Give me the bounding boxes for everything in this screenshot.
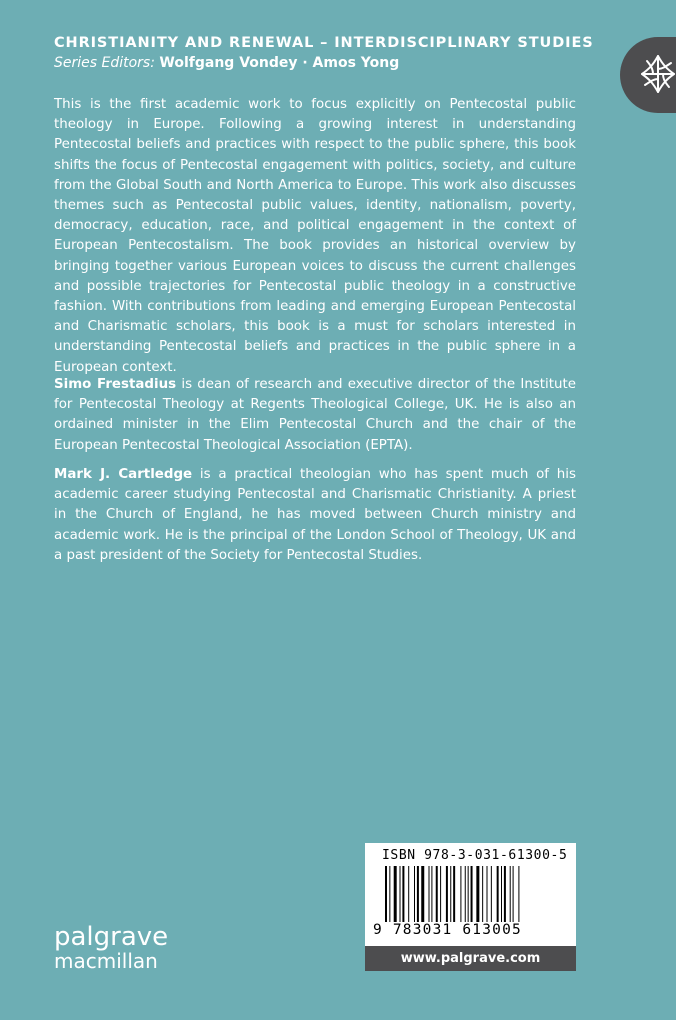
series-editors-label: Series Editors: <box>54 55 160 71</box>
author-bio-2 <box>54 465 576 566</box>
series-editors-names: Wolfgang Vondey · Amos Yong <box>159 55 400 71</box>
author-bio-text-1: is dean of research and executive director of the Institute for Pentecostal Theology at Regents Theological College, UK. He is also an ordained minister in the Elim Pentecostal Church and the chair of the European Pentecostal Theological Association (EPTA). <box>54 377 576 453</box>
series-title: CHRISTIANITY AND RENEWAL – INTERDISCIPLINARY STUDIES <box>54 35 594 51</box>
author-name-1: Simo Frestadius <box>54 377 177 392</box>
author-bio-text-2: is a practical theologian who has spent much of his academic career studying Pentecostal and Charismatic Christianity. A priest in the Church of England, he has moved between Church ministry and academic work. He is the principal of the London School of Theology, UK and a past president of the Society for Pentecostal Studies. <box>54 467 576 563</box>
series-editors <box>54 55 399 71</box>
palgrave-logo-icon <box>635 51 676 97</box>
palgrave-logo-tab <box>620 37 676 113</box>
author-name-2: Mark J. Cartledge <box>54 467 193 482</box>
website-link[interactable]: www.palgrave.com <box>365 946 576 971</box>
barcode-digits: 9 783031 613005 <box>373 922 522 938</box>
publisher-logo-line-2: macmillan <box>54 949 158 973</box>
book-blurb: This is the first academic work to focus explicitly on Pentecostal public theology in Europe. Following a growing interest in understanding Pentecostal beliefs and practices with respect to the public sphere, this book shifts the focus of Pentecostal engagement with politics, society, and culture from the Global South and North America to Europe. This work also discusses themes such as Pentecostal public values, identity, nationalism, poverty, democracy, education, race, and political engagement in the context of European Pentecostalism. The book provides an historical overview by bringing together various European voices to discuss the current challenges and possible trajectories for Pentecostal public theology in a constructive fashion. With contributions from leading and emerging European Pentecostal and Charismatic scholars, this book is a must for scholars interested in understanding Pentecostal beliefs and practices in the public sphere in a European context. <box>54 97 576 375</box>
isbn-label: ISBN 978-3-031-61300-5 <box>382 848 568 863</box>
publisher-logo-line-1: palgrave <box>54 922 169 952</box>
barcode-icon <box>385 866 557 922</box>
barcode-box <box>365 843 576 946</box>
author-bio-1 <box>54 375 576 456</box>
